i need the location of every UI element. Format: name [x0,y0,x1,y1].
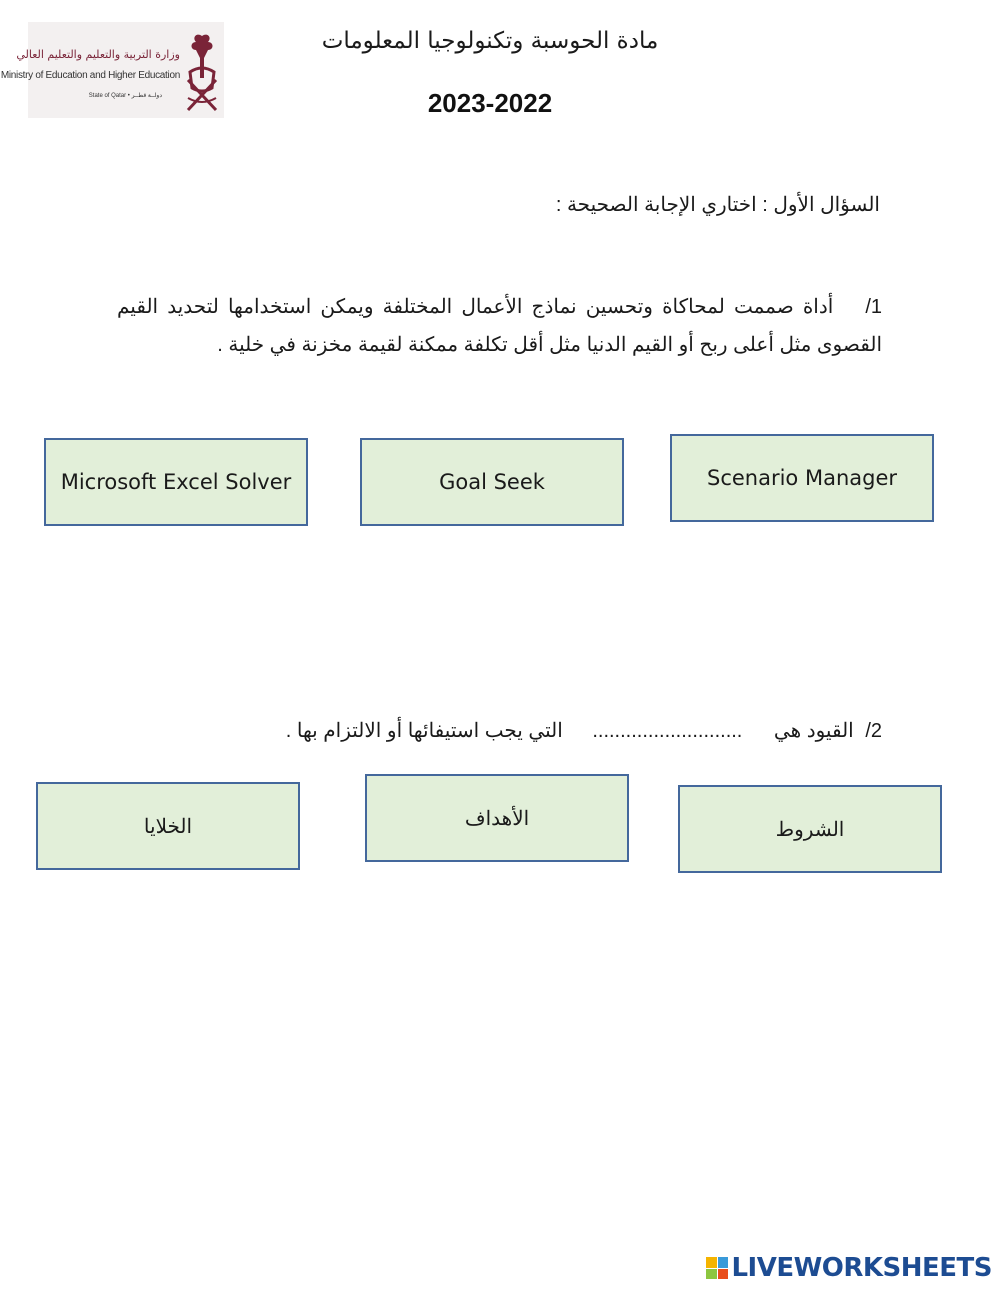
question-2-number: 2/ [865,720,882,742]
option-q2-goals[interactable]: الأهداف [365,774,629,862]
liveworksheets-footer [706,1253,992,1283]
qatar-emblem-icon [184,28,220,112]
question-header: السؤال الأول : اختاري الإجابة الصحيحة : [555,194,880,216]
question-1-number: 1/ [865,296,882,318]
page-title: مادة الحوسبة وتكنولوجيا المعلومات [321,28,659,54]
ministry-logo [0,22,224,118]
option-q1-scenario-manager[interactable]: Scenario Manager [670,434,934,522]
academic-year: 2023-2022 [427,88,553,118]
option-q1-excel-solver[interactable]: Microsoft Excel Solver [44,438,308,526]
answer-blank: ........................... [592,720,743,742]
logo-arabic-text: وزارة التربية والتعليم والتعليم العالي [16,48,180,61]
liveworksheets-brand: LIVEWORKSHEETS [731,1253,992,1283]
question-2-text-before: القيود هي [773,720,854,742]
question-2-text-after: التي يجب استيفائها أو الالتزام بها . [285,720,563,742]
liveworksheets-logo-icon [706,1257,728,1279]
question-1-text: أداة صممت لمحاكاة وتحسين نماذج الأعمال المختلفة ويمكن استخدامها لتحديد القيم القصوى مثل أعلى ربح أو القيم الدنيا مثل أقل تكلفة ممكنة لقيمة مخزنة في خلية . [117,296,882,356]
question-1 [117,288,882,364]
question-2 [117,718,882,743]
logo-state-text: State of Qatar • دولــة قطــر [88,93,162,99]
logo-english-text: Ministry of Education and Higher Education [0,70,180,81]
option-q1-goal-seek[interactable]: Goal Seek [360,438,624,526]
option-q2-conditions[interactable]: الشروط [678,785,942,873]
option-q2-cells[interactable]: الخلايا [36,782,300,870]
